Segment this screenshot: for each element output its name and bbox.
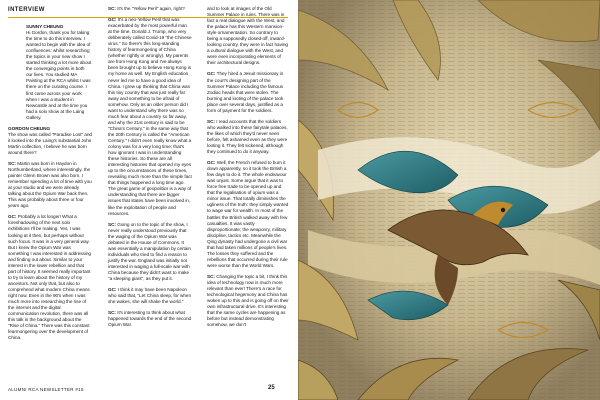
paragraph [8, 161, 92, 209]
footer-magazine-title: ALUMNI RCA NEWSLETTER #15 [8, 387, 84, 392]
paragraph [207, 274, 289, 328]
paragraph [8, 24, 92, 121]
speaker-label: GC: [8, 214, 17, 220]
section-header: INTERVIEW [8, 7, 45, 13]
speaker-label: GC: [207, 160, 216, 166]
paragraph-text: I read accounts that the soldiers who walked into these fairytale palaces, the likes of which they'd never seen before, felt ashamed even as they were looting it. They felt sickened, although they continued to do it anyway. [207, 118, 288, 155]
paragraph-text: Hi Gordon, thank you for taking the time to do this interview. I wanted to begin with the idea of confluences: whilst researching the topics in your new show I started thinking a lot more about the converging points in both our lives. You studied MA Painting at the RCA whilst I was there on the curating course. I first came across your work when I was a student in Newcastle and at the time you had a solo show at the Laing Gallery. [26, 30, 92, 120]
paragraph [8, 214, 92, 341]
speaker-label: SC: [108, 6, 116, 11]
paragraph-text: Martin was born in Haydon in Northumberland, where interestingly, the painter Glenn Brown was also born. I remember spending a lot of time with you at your studio and we were already talking about the Opium War back then. This was probably about three or four years ago. [8, 160, 92, 209]
speaker-label: GC: [108, 287, 117, 293]
page-number: 25 [268, 385, 275, 391]
speaker-label: GC: [207, 71, 216, 77]
speaker-name: GORDON CHEUNG [8, 125, 51, 131]
paragraph [207, 160, 289, 269]
paragraph [108, 310, 192, 328]
paragraph-text: and to look at images of the Old Summer Palace in ruins. There was in fact a real dialogue with the West, and the palace has this Western mansion-style ornamentation. So contrary to being a supposedly closed-off, inward-looking country, they were in fact having a cultural dialogue with the West, and were even incorporating elements of their architectural designs. [207, 6, 288, 66]
speaker-name: SUNNY CHEUNG [26, 24, 64, 29]
paragraph-text: I think it may have been Napoleon who said that, "Let China sleep, for when she wakes, she will shake the world." [108, 287, 191, 305]
paragraph [207, 71, 289, 113]
paragraph-text: They hired a Jesuit missionary in the court's designing part of the Summer Palace including the famous Zodiac heads that were stolen. The burning and looting of the palace took place over several days, justified as a form of payment for the soldiers. [207, 71, 284, 113]
speaker-label: SC: [8, 160, 16, 166]
speaker-label: GC: [108, 17, 117, 23]
paragraph [207, 119, 289, 155]
paragraph [207, 6, 289, 66]
paragraph-text: Probably a lot longer! What a foreshadowing of the next solo exhibitions I'll be making. Yes, I was looking at it then, but perhaps without such focus. It was in a very general way. But I knew the Opium War was something I was interested in addressing and finding out about. Similar to your interest in the lower rebellion and that part of history. It seemed really important to try to learn about the history of my ancestors. Not only that, but also to comprehend what modern China means right now. Even in the 90's when I was much more into researching the rise of the internet and the digital communication revolution, there was all this talk in the background about the "Rise of China." There was this constant fearmongering over the development of China. [8, 214, 91, 341]
paragraph-text: It's interesting to think about what happened towards the end of the second Opium War [108, 310, 192, 328]
speaker-label: SC: [108, 310, 116, 316]
speaker-label: SC: [207, 273, 215, 279]
artwork-illustration [298, 0, 600, 400]
paragraph-text: Well, the French refused to burn it down apparently, so it took the British a few days to do it. The whole endeavour was unjust. Some argue that it was to force free trade to be opened up and that the legalisation of opium was a minor issue. That totally diminishes the ugliness of the truth: they simply wanted to wage war for wealth. In most of the battles the British walked away with few casualties. It was vastly disproportionate; the weaponry, military discipline, tactics etc. Meanwhile the Qing dynasty had undergone a civil war that had taken millions of people's lives. The losses they suffered and the rebellions that occurred during their rule were worse than the World Wars. [207, 160, 289, 268]
speaker-label: SC: [108, 221, 116, 227]
speaker-label: SC: [207, 118, 215, 124]
paragraph-text: It's the "Yellow Peril" again, right? [117, 6, 185, 11]
text-column-3 [207, 6, 289, 333]
paragraph [108, 222, 192, 282]
paragraph [108, 17, 192, 217]
text-column-1 [8, 20, 92, 346]
artwork-image [298, 0, 600, 400]
paragraph [108, 287, 192, 305]
paragraph-text: The show was called "Paradise Lost" and it looked into the Laing's substantial John Martin collection, I believe he was born around there? [8, 131, 92, 155]
paragraph-text: Going on to the topic of the show, I never really understood previously that the waging of the Opium War was debated in the House of Commons. It was essentially a manipulation by certain individuals who tried to find a reason to justify the war. England was initially not interested in waging a full-scale war with China because they didn't want to make "a sleeping giant", as they put it. [108, 221, 191, 282]
text-column-2 [108, 6, 192, 333]
paragraph-text: It's a neo-Yellow Peril that was exacerbated by the most powerful man at the time, Donald J. Trump, who very deliberately called Covid-19 "the Chinese virus." So there's this long-standing history of fearmongering of China (whether rightly or wrongly). My parents are from Hong Kong and I've always been brought up to believe Hong Kong is my home as well. My English education never led me to have a good idea of China. I grew up thinking that China was this tiny country that was just really far away and something to be afraid of somehow. Only as an older person did I want to understand why there was so much fear about a country so far away, and why the 21st century is said to be "China's Century," in the same way that the 20th Century is called the "American Century." I didn't even really know what a colony was for a very long time; that's how ignorant I was in understanding these histories. So these are all interesting histories that opened my eyes up to the circumstances of these times, revealing much more than the simple fact that things happened a long time ago. The great game of geopolitics is a way of understanding that there are bigger issues that states have been involved in, like the exploitation of people and resources. [108, 17, 192, 216]
paragraph-text: Changing the topic a bit, I think this idea of technology now is much more relevant than ever! There's a race for technological hegemony and China has woken up to this and is going off on their own infrastructural drive. It's interesting that the same cycles are happening as before but instead demonstrating somehow, we don't [207, 273, 289, 328]
paragraph [8, 126, 92, 156]
paragraph [108, 6, 192, 12]
